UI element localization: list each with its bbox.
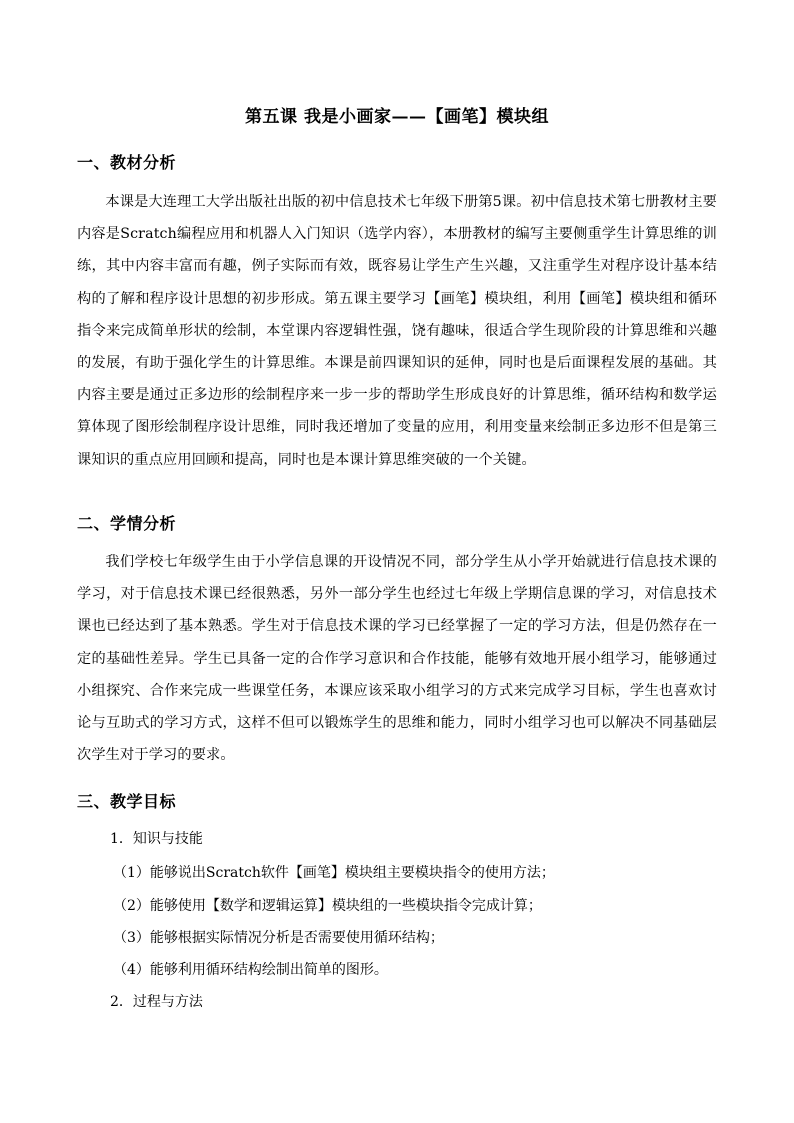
section-heading-student-analysis: 二、学情分析 <box>77 514 177 533</box>
paragraph-student-analysis: 我们学校七年级学生由于小学信息课的开设情况不同，部分学生从小学开始就进行信息技术课的学习，对于信息技术课已经很熟悉，另外一部分学生也经过七年级上学期信息课的学习，对信息技术课也已经达到了基本熟悉。学生对于信息技术课的学习已经掌握了一定的学习方法，但是仍然存在一定的基础性差异。学生已具备一定的合作学习意识和合作技能，能够有效地开展小组学习，能够通过小组探究、合作来完成一些课堂任务，本课应该采取小组学习的方式来完成学习目标，学生也喜欢讨论与互助式的学习方式，这样不但可以锻炼学生的思维和能力，同时小组学习也可以解决不同基础层次学生对于学习的要求。 <box>77 554 717 764</box>
objective-item: （1）能够说出Scratch软件【画笔】模块组主要模块指令的使用方法； <box>113 865 555 881</box>
objective-subheading-process-methods: 2．过程与方法 <box>110 994 203 1010</box>
page-title: 第五课 我是小画家——【画笔】模块组 <box>245 107 549 127</box>
objective-item: （4）能够利用循环结构绘制出简单的图形。 <box>113 962 388 978</box>
section-heading-teaching-objectives: 三、教学目标 <box>77 792 177 811</box>
objective-item: （2）能够使用【数学和逻辑运算】模块组的一些模块指令完成计算； <box>113 898 542 914</box>
section-heading-textbook-analysis: 一、教材分析 <box>77 153 177 172</box>
paragraph-textbook-analysis: 本课是大连理工大学出版社出版的初中信息技术七年级下册第5课。初中信息技术第七册教材主要内容是Scratch编程应用和机器人入门知识（选学内容），本册教材的编写主要侧重学生计算思维的训练，其中内容丰富而有趣，例子实际而有效，既容易让学生产生兴趣，又注重学生对程序设计基本结构的了解和程序设计思想的初步形成。第五课主要学习【画笔】模块组，利用【画笔】模块组和循环指令来完成简单形状的绘制，本堂课内容逻辑性强，饶有趣味，很适合学生现阶段的计算思维和兴趣的发展，有助于强化学生的计算思维。本课是前四课知识的延伸，同时也是后面课程发展的基础。其内容主要是通过正多边形的绘制程序来一步一步的帮助学生形成良好的计算思维，循环结构和数学运算体现了图形绘制程序设计思维，同时我还增加了变量的应用，利用变量来绘制正多边形不但是第三课知识的重点应用回顾和提高，同时也是本课计算思维突破的一个关键。 <box>77 194 717 468</box>
objective-item: （3）能够根据实际情况分析是否需要使用循环结构； <box>113 930 444 946</box>
objective-subheading-knowledge-skills: 1．知识与技能 <box>110 831 203 847</box>
